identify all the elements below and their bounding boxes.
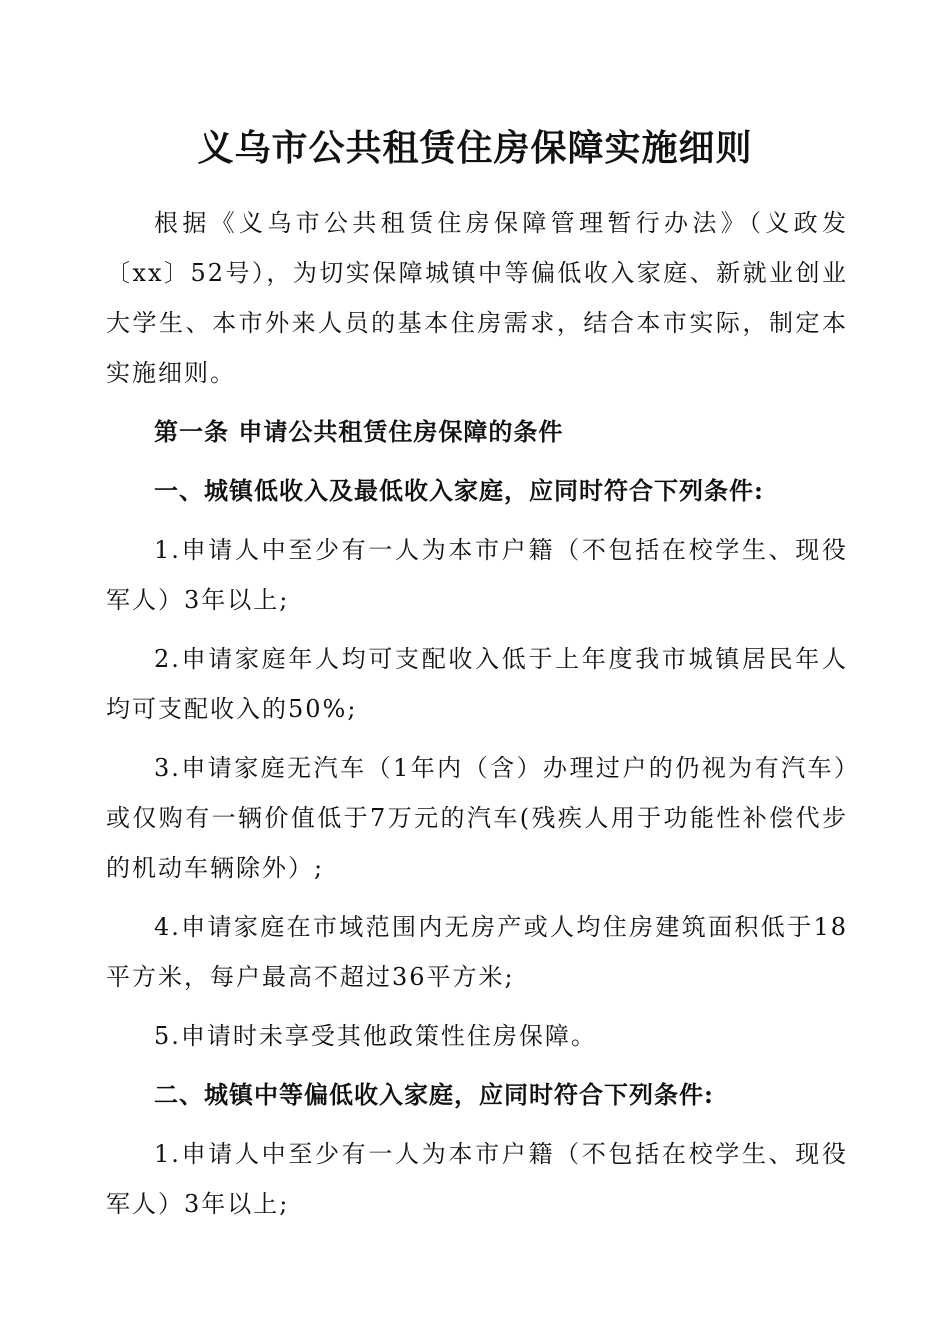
- article-heading: 第一条 申请公共租赁住房保障的条件: [154, 417, 564, 446]
- condition-item: 2.申请家庭年人均可支配收入低于上年度我市城镇居民年人均可支配收入的50%;: [106, 645, 848, 723]
- condition-item: 4.申请家庭在市域范围内无房产或人均住房建筑面积低于18平方米，每户最高不超过36平方米;: [106, 913, 848, 991]
- condition-item: 5.申请时未享受其他政策性住房保障。: [154, 1022, 597, 1050]
- condition-item: 1.申请人中至少有一人为本市户籍（不包括在校学生、现役军人）3年以上;: [106, 1140, 848, 1218]
- document-body: [106, 198, 848, 1229]
- condition-item: 3.申请家庭无汽车（1年内（含）办理过户的仍视为有汽车）或仅购有一辆价值低于7万元的汽车(残疾人用于功能性补偿代步的机动车辆除外）;: [106, 754, 848, 882]
- condition-item: 1.申请人中至少有一人为本市户籍（不包括在校学生、现役军人）3年以上;: [106, 536, 848, 614]
- section-heading: 一、城镇低收入及最低收入家庭，应同时符合下列条件:: [154, 476, 764, 505]
- section-heading: 二、城镇中等偏低收入家庭，应同时符合下列条件:: [154, 1080, 714, 1109]
- document-title: 义乌市公共租赁住房保障实施细则: [197, 127, 753, 169]
- preamble-paragraph: 根据《义乌市公共租赁住房保障管理暂行办法》（义政发〔xx〕52号），为切实保障城镇中等偏低收入家庭、新就业创业大学生、本市外来人员的基本住房需求，结合本市实际，制定本实施细则。: [106, 209, 848, 387]
